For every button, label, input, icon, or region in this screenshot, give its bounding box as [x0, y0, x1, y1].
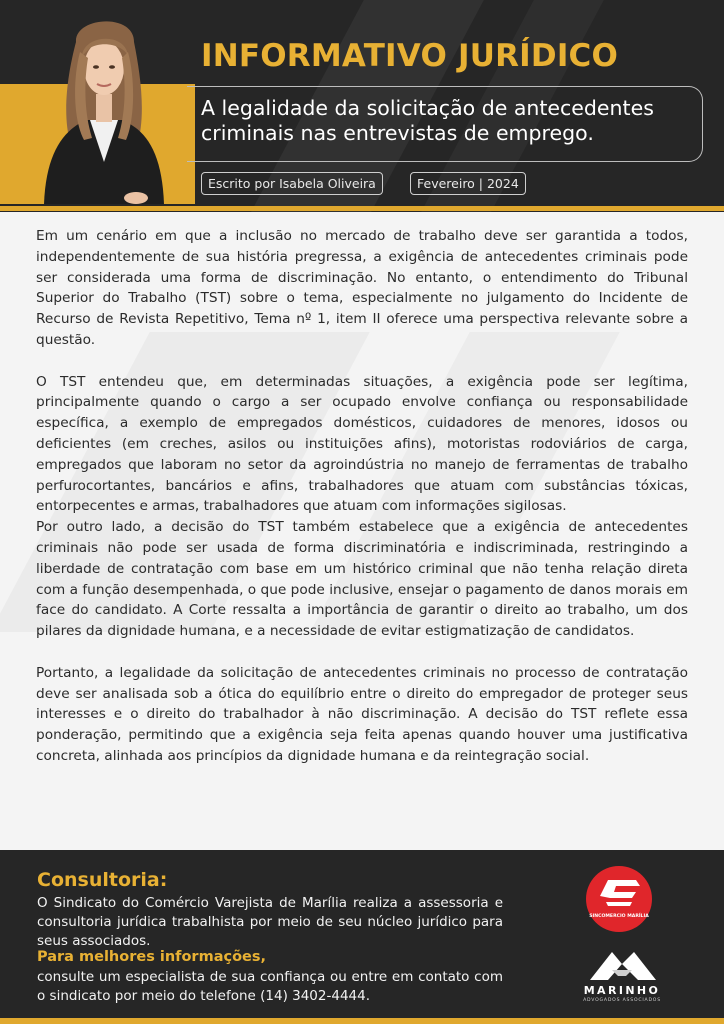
article-paragraph: Em um cenário em que a inclusão no mercado de trabalho deve ser garantida a todos, independentemente de sua história pregressa, a exigência de antecedentes criminais pode ser considerada uma forma de discriminação. No entanto, o entendimento do Tribunal Superior do Trabalho (TST) sobre o tema, especialmente no julgamento do Incidente de Recurso de Revista Repetitivo, Tema nº 1, item II oferece uma perspectiva relevante sobre a questão. — [36, 228, 688, 348]
marinho-subtitle: ADVOGADOS ASSOCIADOS — [583, 998, 661, 1003]
sincomercio-logo-text: SINCOMERCIO MARÍLIA — [589, 914, 649, 919]
author-portrait — [34, 12, 174, 204]
info-heading: Para melhores informações, — [37, 949, 267, 965]
consultoria-text: O Sindicato do Comércio Varejista de Marília realiza a assessoria e consultoria jurídica trabalhista por meio de seu núcleo jurídico para seus associados. — [37, 895, 503, 949]
page-title: INFORMATIVO JURÍDICO — [201, 38, 619, 74]
sincomercio-logo — [586, 866, 652, 932]
gold-footer-stripe — [0, 1018, 724, 1024]
article-body — [36, 226, 688, 767]
consultoria-heading: Consultoria: — [37, 869, 168, 891]
article-paragraph: Por outro lado, a decisão do TST também estabelece que a exigência de antecedentes criminais não pode ser usada de forma discriminatória e indiscriminada, restringindo a liberdade de contratação com base em um histórico criminal que não tenha relação direta com a função desempenhada, o que pode inclusive, ensejar o pagamento de danos morais em face do candidato. A Corte ressalta a importância de garantir o direito ao trabalho, um dos pilares da dignidade humana, e a necessidade de evitar estigmatização de candidatos. — [36, 519, 688, 640]
article-paragraph: O TST entendeu que, em determinadas situações, a exigência pode ser legítima, principalmente quando o cargo a ser ocupado envolve confiança ou responsabilidade específica, a exemplo de empregados domésticos, cuidadores de menores, idosos ou deficientes (em creches, asilos ou instituições afins), motoristas rodoviários de carga, empregados que laboram no setor da agroindústria no manejo de ferramentas de trabalho perfurocortantes, bancários e afins, trabalhadores que atuam com substâncias tóxicas, entorpecentes e armas, trabalhadores que atuam com informações sigilosas. — [36, 373, 688, 515]
date-tag: Fevereiro | 2024 — [410, 172, 526, 195]
gold-divider — [0, 206, 724, 211]
article-subtitle: A legalidade da solicitação de antecedentes criminais nas entrevistas de emprego. — [201, 96, 654, 145]
contact-text: consulte um especialista de sua confiança ou entre em contato com o sindicato por meio do telefone (14) 3402-4444. — [37, 969, 503, 1004]
author-tag: Escrito por Isabela Oliveira — [201, 172, 383, 195]
marinho-name: MARINHO — [583, 984, 661, 997]
article-paragraph: Portanto, a legalidade da solicitação de antecedentes criminais no processo de contratação deve ser analisada sob a ótica do equilíbrio entre o direito do empregador de proteger seus interesses e o direito do trabalhador à não discriminação. A decisão do TST reflete essa ponderação, permitindo que a exigência seja feita apenas quando houver uma justificativa concreta, alinhada aos princípios da dignidade humana e da reintegração social. — [36, 664, 688, 764]
